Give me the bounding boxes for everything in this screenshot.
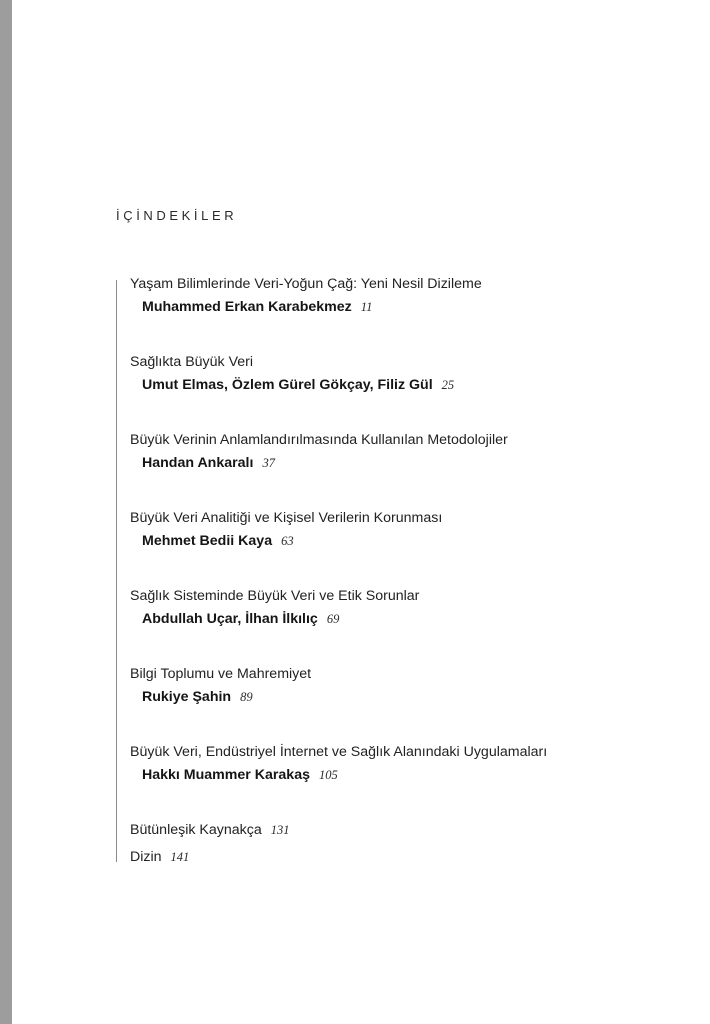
- toc-entry-title-6: Bilgi Toplumu ve Mahremiyet: [130, 666, 312, 682]
- toc-entry-author-line-4: [142, 532, 294, 550]
- toc-entry-author-line-7: [142, 766, 338, 784]
- toc-entry-bibliography-page: 131: [270, 823, 290, 837]
- toc-entry-title-1: Yaşam Bilimlerinde Veri-Yoğun Çağ: Yeni Nesil Dizileme: [130, 276, 482, 292]
- toc-entry-author-line-3: [142, 454, 275, 472]
- toc-entry-index-page: 141: [170, 850, 190, 864]
- toc-entry-author-7: Hakkı Muammer Karakaş: [142, 767, 310, 783]
- toc-entry-bibliography: [130, 821, 289, 839]
- toc-entry-title-3: Büyük Verinin Anlamlandırılmasında Kullanılan Metodolojiler: [130, 432, 508, 448]
- toc-entry-author-1: Muhammed Erkan Karabekmez: [142, 299, 352, 315]
- toc-entry-author-line-5: [142, 610, 339, 628]
- toc-entry-page-5: 69: [326, 612, 340, 626]
- toc-entry-title-4: Büyük Veri Analitiği ve Kişisel Verilerin Korunması: [130, 510, 443, 526]
- toc-heading: İÇİNDEKİLER: [116, 208, 238, 223]
- toc-entry-page-7: 105: [318, 768, 338, 782]
- toc-entry-page-6: 89: [240, 690, 253, 704]
- toc-entry-title-7: Büyük Veri, Endüstriyel İnternet ve Sağlık Alanındaki Uygulamaları: [130, 744, 548, 760]
- toc-entry-page-4: 63: [281, 534, 294, 548]
- toc-entry-author-line-2: [142, 376, 454, 394]
- toc-entry-page-2: 25: [441, 378, 455, 392]
- toc-entry-index: [130, 848, 189, 866]
- toc-entry-title-2: Sağlıkta Büyük Veri: [130, 354, 254, 370]
- toc-entry-author-3: Handan Ankaralı: [142, 455, 254, 471]
- toc-vertical-rule: [116, 280, 117, 862]
- toc-entry-author-4: Mehmet Bedii Kaya: [142, 533, 273, 549]
- toc-entry-bibliography-title: Bütünleşik Kaynakça: [130, 822, 262, 838]
- toc-entry-page-1: 11: [360, 300, 373, 314]
- toc-entry-title-5: Sağlık Sisteminde Büyük Veri ve Etik Sorunlar: [130, 588, 420, 604]
- toc-entry-author-line-6: [142, 688, 253, 706]
- toc-entry-author-5: Abdullah Uçar, İlhan İlkılıç: [142, 611, 318, 627]
- toc-entry-page-3: 37: [262, 456, 275, 470]
- book-spine-edge: [0, 0, 12, 1024]
- toc-entry-author-2: Umut Elmas, Özlem Gürel Gökçay, Filiz Gül: [142, 377, 433, 393]
- toc-entry-index-title: Dizin: [130, 849, 162, 865]
- toc-entry-author-line-1: [142, 298, 372, 316]
- toc-entry-author-6: Rukiye Şahin: [142, 689, 232, 705]
